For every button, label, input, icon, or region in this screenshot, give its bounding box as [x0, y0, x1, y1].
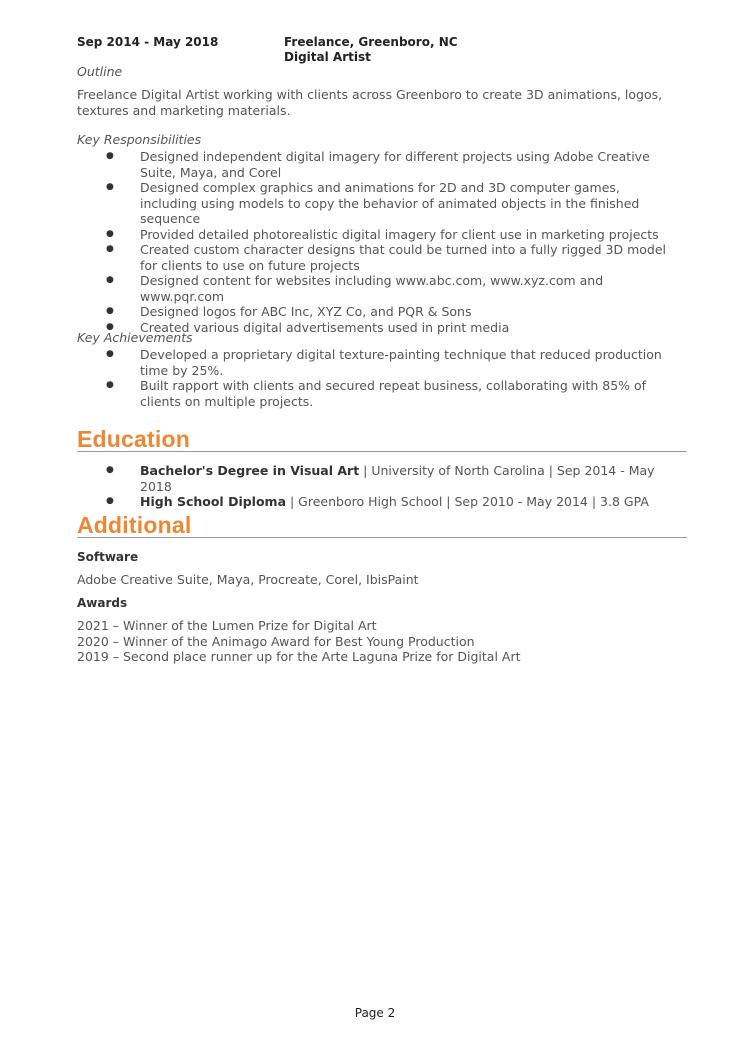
bullet-icon: ●	[106, 182, 114, 192]
education-divider	[77, 451, 687, 452]
degree-name: Bachelor's Degree in Visual Art	[140, 463, 360, 478]
list-item: ● Created custom character designs that could be turned into a fully rigged 3D model for clients to use on future projects	[106, 242, 667, 273]
list-item: ● Designed complex graphics and animations for 2D and 3D computer games, including using models to copy the behavior of animated objects in the finished sequence	[106, 180, 640, 226]
responsibilities-label: Key Responsibilities	[77, 132, 202, 147]
additional-divider	[77, 537, 687, 538]
bullet-icon: ●	[106, 349, 114, 359]
list-item: ● Designed logos for ABC Inc, XYZ Co, and PQR & Sons	[106, 304, 472, 319]
list-item	[77, 494, 677, 510]
degree-details: | University of North Carolina | Sep 2014 - May 2018	[140, 463, 655, 494]
education-list	[77, 463, 677, 510]
bullet-icon: ●	[106, 496, 114, 506]
bullet-icon: ●	[106, 244, 114, 254]
achievements-list	[77, 347, 677, 409]
award-item: 2020 – Winner of the Animago Award for Best Young Production	[77, 633, 475, 649]
awards-label: Awards	[77, 596, 128, 610]
list-item: ● Created various digital advertisements used in print media	[106, 319, 510, 335]
responsibilities-list	[77, 149, 677, 335]
outline-text: Freelance Digital Artist working with clients across Greenboro to create 3D animations, logos, textures and marketing materials.	[77, 87, 663, 118]
bullet-icon: ●	[106, 275, 114, 285]
outline-label: Outline	[77, 64, 123, 79]
software-label: Software	[77, 550, 139, 564]
degree-name: High School Diploma	[140, 494, 287, 509]
list-item: ● Developed a proprietary digital texture-painting technique that reduced production time by 25%.	[106, 347, 662, 378]
bullet-icon: ●	[106, 228, 114, 239]
job-company: Freelance, Greenboro, NC	[284, 35, 458, 49]
list-item: ● Built rapport with clients and secured repeat business, collaborating with 85% of clients on multiple projects.	[106, 378, 647, 409]
job-dates: Sep 2014 - May 2018	[77, 35, 219, 49]
page-number: Page 2	[354, 1006, 396, 1020]
bullet-icon: ●	[106, 380, 114, 390]
bullet-icon: ●	[106, 465, 114, 475]
additional-heading: Additional	[77, 512, 192, 538]
awards-list	[77, 618, 687, 665]
list-item: ● Provided detailed photorealistic digital imagery for client use in marketing projects	[106, 226, 659, 242]
achievements-label: Key Achievements	[77, 330, 193, 345]
list-item: ● Designed content for websites including www.abc.com, www.xyz.com and www.pqr.com	[106, 273, 604, 304]
award-item: 2019 – Second place runner up for the Arte Laguna Prize for Digital Art	[77, 649, 521, 664]
award-item: 2021 – Winner of the Lumen Prize for Digital Art	[77, 618, 377, 633]
bullet-icon: ●	[106, 306, 114, 316]
list-item	[77, 463, 677, 494]
bullet-icon: ●	[106, 321, 114, 332]
education-heading: Education	[77, 426, 190, 452]
bullet-icon: ●	[106, 151, 114, 161]
job-title: Digital Artist	[284, 50, 371, 64]
software-text: Adobe Creative Suite, Maya, Procreate, Corel, IbisPaint	[77, 572, 419, 587]
list-item: ● Designed independent digital imagery for different projects using Adobe Creative Suite, Maya, and Corel	[106, 149, 650, 180]
degree-details: | Greenboro High School | Sep 2010 - May 2014 | 3.8 GPA	[286, 494, 649, 509]
